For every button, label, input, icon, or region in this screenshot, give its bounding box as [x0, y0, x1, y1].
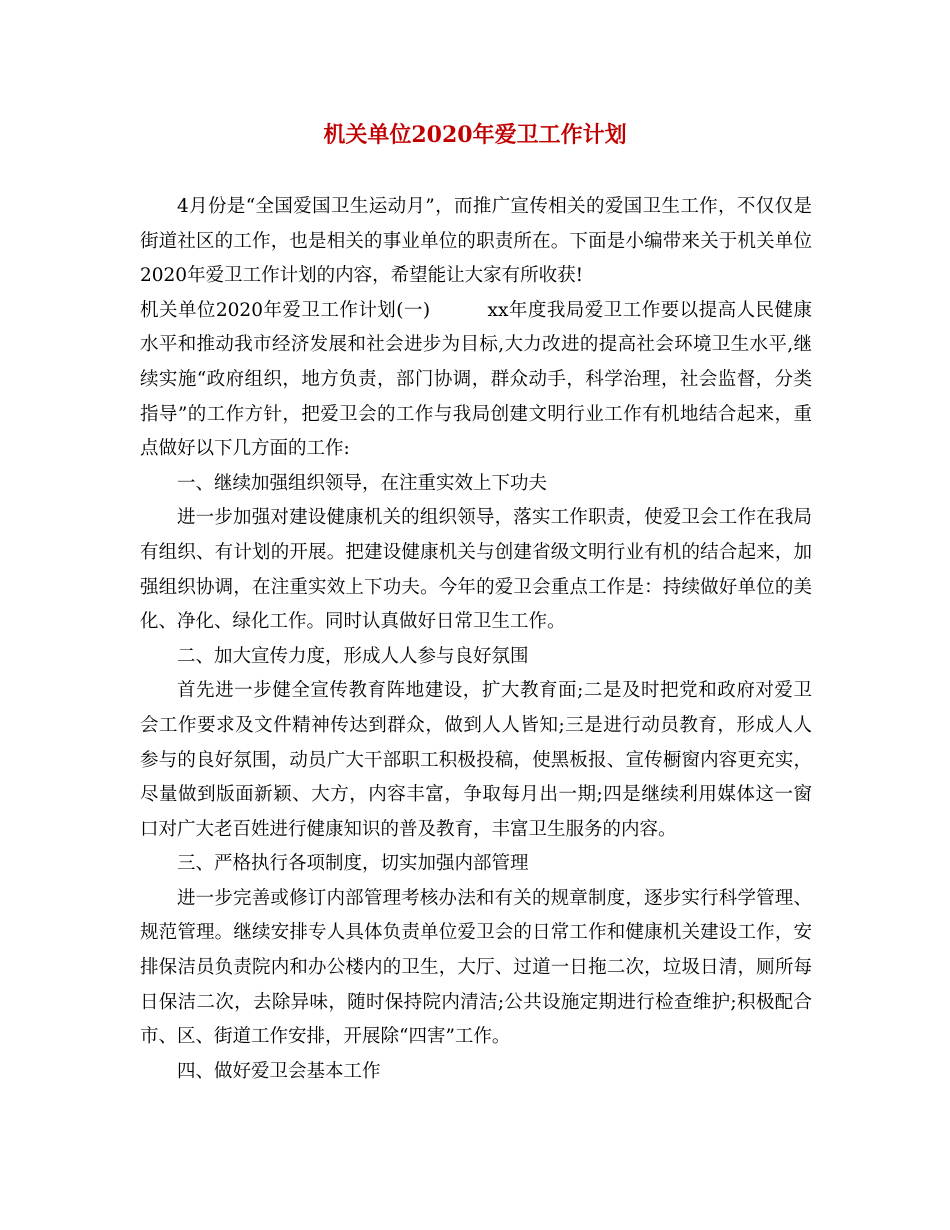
- paragraph-section-3: 进一步完善或修订内部管理考核办法和有关的规章制度，逐步实行科学管理、规范管理。继续安排专人具体负责单位爱卫会的日常工作和健康机关建设工作，安排保洁员负责院内和办公楼内的卫生，大厅、过道一日拖二次，垃圾日清，厕所每日保洁二次，去除异味，随时保持院内清洁;公共设施定期进行检查维护;积极配合市、区、街道工作安排，开展除“四害”工作。: [140, 887, 812, 1048]
- paragraph-plan-one: 机关单位2020年爱卫工作计划(一) xx年度我局爱卫工作要以提高人民健康水平和推动我市经济发展和社会进步为目标,大力改进的提高社会环境卫生水平,继续实施“政府组织，地方负责，部门协调，群众动手，科学治理，社会监督，分类指导”的工作方针，把爱卫会的工作与我局创建文明行业工作有机地结合起来，重点做好以下几方面的工作:: [140, 299, 812, 460]
- document-title: 机关单位2020年爱卫工作计划: [323, 122, 627, 148]
- section-heading-3: 三、严格执行各项制度，切实加强内部管理: [177, 853, 529, 875]
- section-heading-4: 四、做好爱卫会基本工作: [177, 1060, 381, 1082]
- paragraph-section-1: 进一步加强对建设健康机关的组织领导，落实工作职责，使爱卫会工作在我局有组织、有计划的开展。把建设健康机关与创建省级文明行业有机的结合起来，加强组织协调，在注重实效上下功夫。今年的爱卫会重点工作是：持续做好单位的美化、净化、绿化工作。同时认真做好日常卫生工作。: [140, 507, 812, 633]
- paragraph-intro: 4月份是“全国爱国卫生运动月”，而推广宣传相关的爱国卫生工作，不仅仅是街道社区的工作，也是相关的事业单位的职责所在。下面是小编带来关于机关单位2020年爱卫工作计划的内容，希望能让大家有所收获!: [140, 196, 812, 287]
- paragraph-section-2: 首先进一步健全宣传教育阵地建设，扩大教育面;二是及时把党和政府对爱卫会工作要求及文件精神传达到群众，做到人人皆知;三是进行动员教育，形成人人参与的良好氛围，动员广大干部职工积极投稿，使黑板报、宣传橱窗内容更充实，尽量做到版面新颖、大方，内容丰富，争取每月出一期;四是继续利用媒体这一窗口对广大老百姓进行健康知识的普及教育，丰富卫生服务的内容。: [140, 680, 812, 840]
- section-heading-2: 二、加大宣传力度，形成人人参与良好氛围: [177, 645, 529, 667]
- document-body: [140, 190, 812, 1089]
- section-heading-1: 一、继续加强组织领导，在注重实效上下功夫: [177, 472, 548, 494]
